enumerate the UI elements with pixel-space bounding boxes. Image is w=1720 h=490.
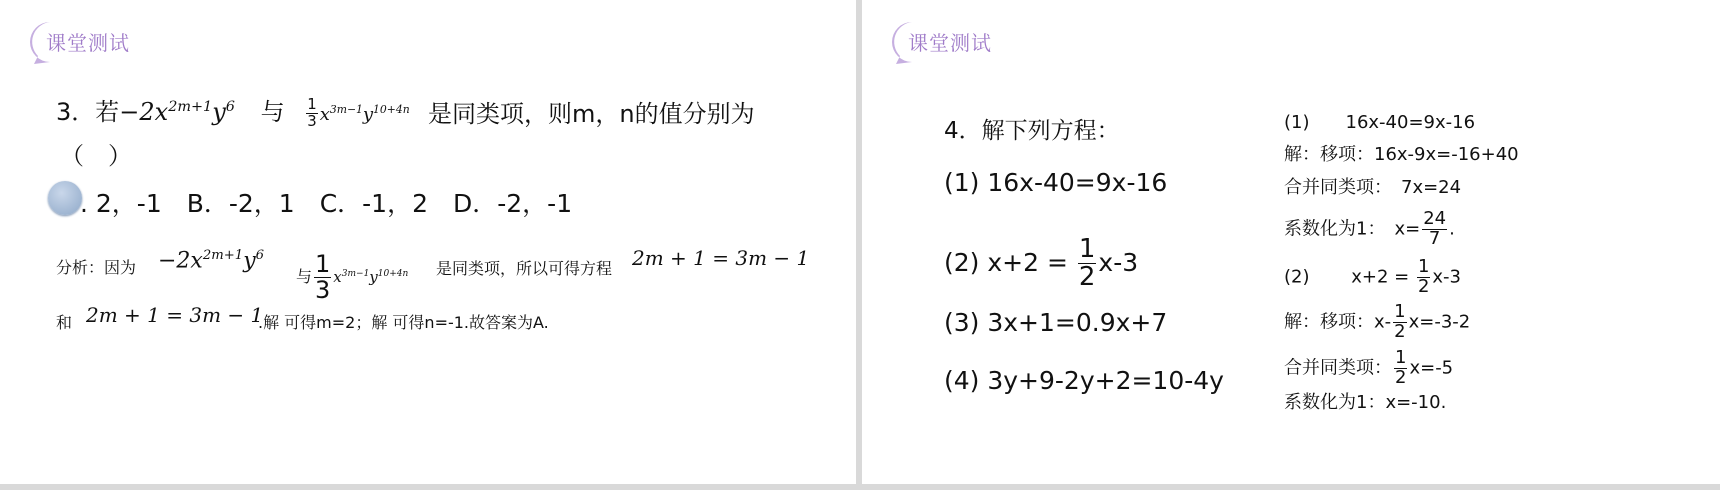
slide-left [0, 0, 856, 484]
solution-1-step-1: 解：移项：16x-9x=-16+40 [1284, 144, 1519, 165]
question-3-tail: 是同类项，则m，n的值分别为 [428, 100, 755, 128]
solution-2-step-2: 合并同类项： $\frac{1}{2}$ x=-5 [1284, 347, 1454, 388]
solution-2-title: (2) x+2 = $\frac{1}{2}$ x-3 [1284, 256, 1461, 297]
section-title: 课堂测试 [908, 31, 992, 55]
analysis-equation-2: 2m + 1 = 3m − 1 [86, 303, 264, 327]
answer-paren: （ ） [60, 142, 132, 170]
solution-1-title: (1) 16x-40=9x-16 [1284, 112, 1476, 133]
answer-options: . 2，-1 B．-2，1 C．-1，2 D．-2，-1 [80, 189, 573, 218]
equation-1: (1) 16x-40=9x-16 [944, 168, 1168, 197]
analysis-equation-1: 2m + 1 = 3m − 1 [632, 246, 810, 270]
equation-4: (4) 3y+9-2y+2=10-4y [944, 366, 1224, 395]
slide-right [862, 0, 1720, 484]
smiley-icon [48, 181, 82, 215]
solution-1-step-2: 合并同类项： 7x=24 [1284, 177, 1462, 198]
equation-3: (3) 3x+1=0.9x+7 [944, 308, 1168, 337]
q-expr1: $-2x^{2m+1}y^6$ [119, 98, 235, 126]
with-label: 与 [260, 98, 285, 126]
question-4-title: 4．解下列方程： [944, 118, 1120, 144]
q-fraction: $\frac{1}{3}$ [307, 94, 317, 130]
analysis-expr1: $-2x^{2m+1}y^6$ [158, 248, 265, 274]
solution-2-step-1: 解：移项：x- $\frac{1}{2}$ x=-3-2 [1284, 301, 1471, 342]
solution-2-step-3: 系数化为1：x=-10. [1284, 392, 1447, 413]
analysis-with: 与 $\frac{1}{3}$ $x^{3m-1}y^{10+4n}$ [296, 250, 409, 305]
equation-2: (2) x+2 = $\frac{1}{2}$ x-3 [944, 234, 1139, 293]
question-3-line [56, 92, 410, 129]
solution-1-step-3: 系数化为1： x= $\frac{24}{7}$ . [1284, 208, 1455, 249]
question-number: 3．若 [56, 98, 120, 126]
analysis-label: 分析：因为 [56, 258, 137, 277]
analysis-and: 和 [56, 313, 73, 332]
q-expr2: $x^{3m-1}y^{10+4n}$ [319, 103, 410, 125]
analysis-end: .解 可得m=2；解 可得n=-1.故答案为A. [258, 313, 549, 332]
analysis-mid: 是同类项，所以可得方程 [436, 259, 613, 278]
section-title: 课堂测试 [46, 31, 130, 55]
